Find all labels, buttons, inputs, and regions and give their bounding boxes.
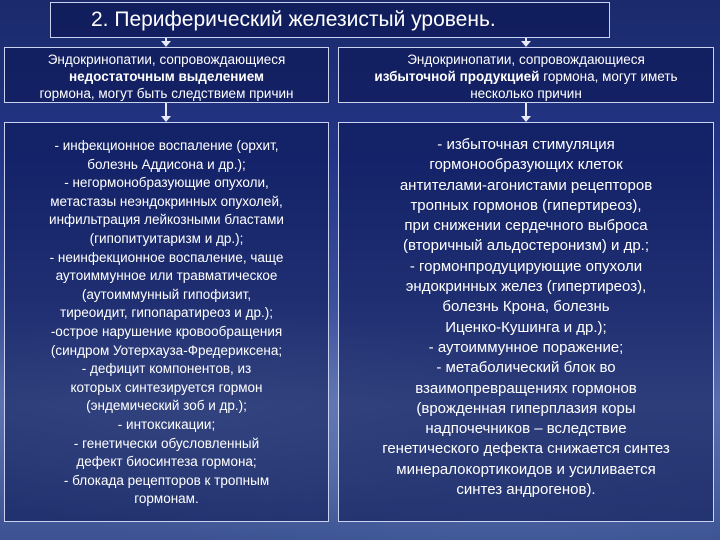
- right-heading: [339, 48, 713, 102]
- cause-line: дефект биосинтеза гормона;: [76, 454, 257, 470]
- cause-line: болезнь Крона, болезнь: [442, 298, 610, 316]
- cause-line: - гормонпродуцирующие опухоли: [409, 257, 643, 275]
- cause-line: - метаболический блок во: [436, 359, 616, 377]
- left-heading-emphasis: недостаточным выделением: [68, 69, 265, 84]
- cause-line: - избыточная стимуляция: [437, 136, 615, 153]
- arrow-to-right-head: [521, 38, 531, 47]
- right-heading-line: Эндокринопатии, сопровождающиеся: [407, 52, 645, 67]
- cause-line: метастазы неэндокринных опухолей,: [50, 193, 283, 209]
- left-heading: [5, 48, 328, 102]
- cause-line: синтез андрогенов).: [456, 481, 596, 499]
- cause-line: (синдром Уотерхауза-Фредериксена;: [50, 342, 283, 358]
- cause-line: тиреоидит, гипопаратиреоз и др.);: [60, 305, 273, 321]
- cause-line: эндокринных желез (гипертиреоз),: [405, 278, 647, 296]
- right-heading-emphasis: избыточной продукцией: [374, 69, 540, 84]
- cause-line: -острое нарушение кровообращения: [50, 323, 283, 339]
- cause-line: взаимопревращениях гормонов: [415, 379, 637, 397]
- left-heading-line: гормона, могут быть следствием причин: [39, 86, 294, 101]
- cause-line: (врожденная гиперплазия коры: [416, 399, 636, 417]
- left-heading-box: [4, 47, 329, 103]
- right-causes-box: [338, 122, 714, 522]
- right-heading-box: [338, 47, 714, 103]
- cause-line: при снижении сердечного выброса: [404, 217, 648, 235]
- title-box: [50, 2, 610, 38]
- cause-line: аутоиммунное или травматическое: [55, 268, 278, 284]
- slide-title: 2. Периферический железистый уровень.: [91, 8, 496, 31]
- cause-line: - интоксикации;: [117, 416, 216, 432]
- arrow-to-left-head: [161, 38, 171, 47]
- cause-line: - инфекционное воспаление (орхит,: [54, 138, 279, 153]
- cause-line: надпочечников – вследствие: [425, 420, 627, 438]
- cause-line: болезнь Аддисона и др.);: [87, 156, 246, 172]
- cause-line: инфильтрация лейкозными бластами: [49, 212, 284, 228]
- right-heading-line: [339, 68, 713, 85]
- right-heading-text: гормона, могут иметь: [539, 69, 678, 84]
- cause-line: которых синтезируется гормон: [70, 379, 263, 395]
- cause-line: антителами-агонистами рецепторов: [399, 176, 653, 194]
- cause-line: Иценко-Кушинга и др.);: [445, 318, 607, 336]
- cause-line: (гипопитуитаризм и др.);: [89, 230, 244, 246]
- cause-line: гормонообразующих клеток: [429, 156, 623, 174]
- cause-line: - негормонобразующие опухоли,: [64, 175, 269, 191]
- cause-line: - блокада рецепторов к тропным: [63, 472, 270, 488]
- cause-line: - дефицит компонентов, из: [81, 361, 252, 377]
- arrow-to-left-body: [161, 103, 171, 122]
- cause-line: (вторичный альдостеронизм) и др.;: [402, 237, 650, 255]
- cause-line: - неинфекционное воспаление, чаще: [49, 249, 284, 265]
- left-causes-list: [5, 123, 328, 509]
- cause-line: генетического дефекта снижается синтез: [382, 440, 670, 458]
- left-heading-line: Эндокринопатии, сопровождающиеся: [47, 52, 286, 67]
- arrow-to-right-body: [521, 103, 531, 122]
- left-causes-box: [4, 122, 329, 522]
- cause-line: гормонам.: [134, 491, 199, 507]
- cause-line: - генетически обусловленный: [73, 435, 260, 451]
- right-heading-line: несколько причин: [470, 86, 582, 101]
- cause-line: тропных гормонов (гипертиреоз),: [410, 196, 642, 214]
- cause-line: - аутоиммунное поражение;: [428, 338, 624, 356]
- cause-line: (аутоиммунный гипофизит,: [81, 286, 252, 302]
- cause-line: минералокортикоидов и усиливается: [396, 460, 656, 478]
- right-causes-list: [339, 123, 713, 500]
- cause-line: (эндемический зоб и др.);: [86, 398, 247, 414]
